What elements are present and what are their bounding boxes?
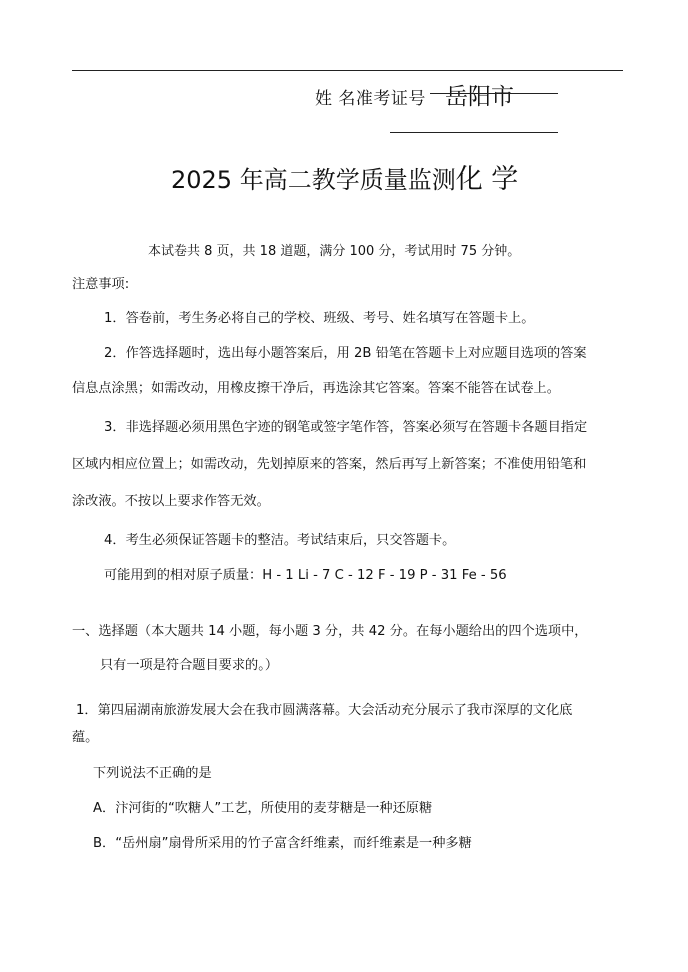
exam-meta: 本试卷共 8 页，共 18 道题，满分 100 分，考试用时 75 分钟。 xyxy=(148,244,521,259)
section-1-heading-line-2: 只有一项是符合题目要求的。） xyxy=(100,658,279,673)
exam-title-main: 2025 年高二教学质量监测 xyxy=(171,166,456,194)
exam-subject: 化 学 xyxy=(455,164,519,195)
note-item-3-line-3: 涂改液。不按以上要求作答无效。 xyxy=(72,494,270,509)
question-1-option-a: A．汴河街的“吹糖人”工艺，所使用的麦芽糖是一种还原糖 xyxy=(93,801,433,816)
name-fill-line xyxy=(430,93,558,94)
atomic-masses: 可能用到的相对原子质量：H - 1 Li - 7 C - 12 F - 19 P - 31 Fe - 56 xyxy=(104,568,507,583)
note-item-1: 1．答卷前，考生务必将自己的学校、班级、考号、姓名填写在答题卡上。 xyxy=(104,311,535,326)
header-top-rule xyxy=(72,70,623,71)
question-1-stem-line-1: 1．第四届湖南旅游发展大会在我市圆满落幕。大会活动充分展示了我市深厚的文化底 xyxy=(76,703,573,718)
note-item-3-line-2: 区域内相应位置上；如需改动，先划掉原来的答案，然后再写上新答案；不准使用铅笔和 xyxy=(72,457,587,472)
note-item-3-line-1: 3．非选择题必须用黑色字迹的钢笔或签字笔作答，答案必须写在答题卡各题目指定 xyxy=(104,420,588,435)
note-item-2-line-2: 信息点涂黑；如需改动，用橡皮擦干净后，再选涂其它答案。答案不能答在试卷上。 xyxy=(72,381,560,396)
notes-heading: 注意事项: xyxy=(72,277,130,292)
exam-id-fill-line xyxy=(390,132,558,133)
city-name: 岳阳市 xyxy=(445,84,514,110)
note-item-2-line-1: 2．作答选择题时，选出每小题答案后，用 2B 铅笔在答题卡上对应题目选项的答案 xyxy=(104,346,587,361)
section-1-heading-line-1: 一、选择题（本大题共 14 小题，每小题 3 分，共 42 分。在每小题给出的四个选项中， xyxy=(72,624,588,639)
exam-title xyxy=(171,157,518,196)
question-1-prompt: 下列说法不正确的是 xyxy=(93,766,212,781)
question-1-stem-line-2: 蕴。 xyxy=(72,730,99,745)
name-exam-id-label: 姓 名准考证号 xyxy=(315,89,426,109)
note-item-4: 4．考生必须保证答题卡的整洁。考试结束后，只交答题卡。 xyxy=(104,533,456,548)
question-1-option-b: B．“岳州扇”扇骨所采用的竹子富含纤维素，而纤维素是一种多糖 xyxy=(93,836,472,851)
